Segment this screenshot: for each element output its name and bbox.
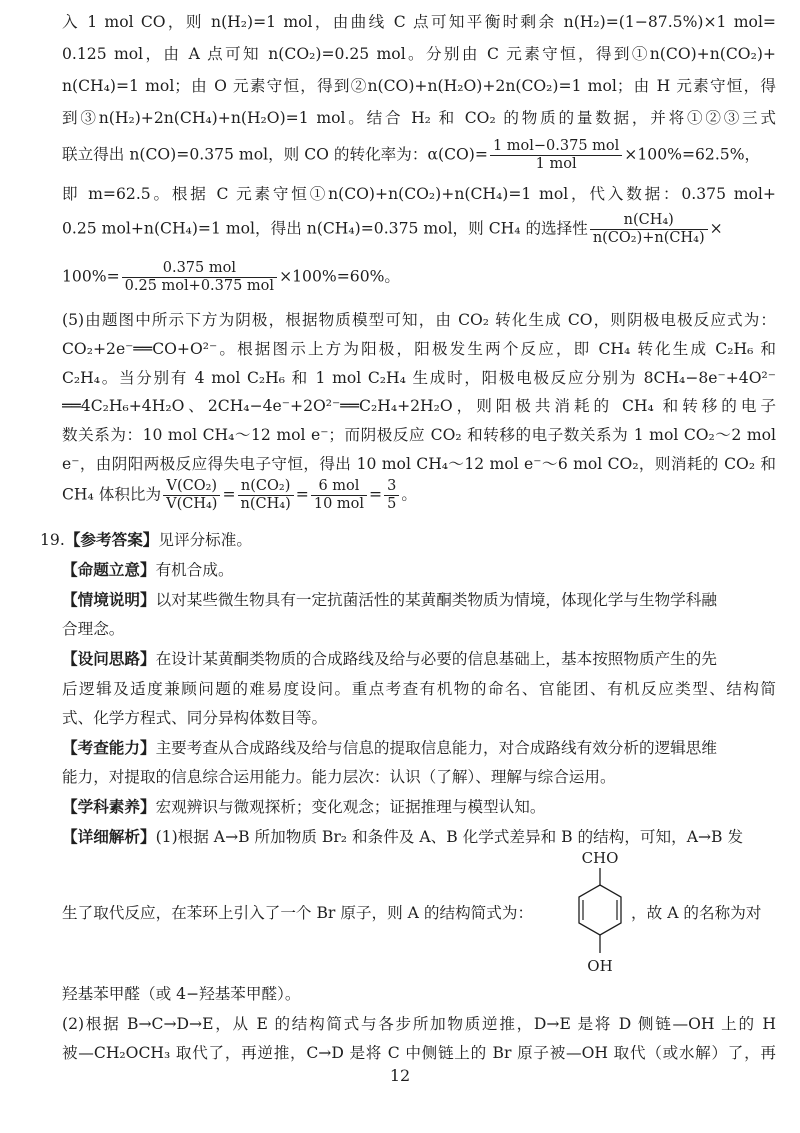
fraction-numerator: 0.375 mol <box>122 260 277 278</box>
text-line: 被—CH₂OCH₃ 取代了，再逆推，C→D 是将 C 中侧链上的 Br 原子被—OH 取代（或水解）了，再 <box>62 1044 776 1062</box>
text-line <box>62 560 776 580</box>
text-line: (5)由题图中所示下方为阴极，根据物质模型可知，由 CO₂ 转化生成 CO，则阴极电极反应式为： <box>62 311 776 329</box>
section-tag: 【情境说明】 <box>62 590 156 609</box>
text-run: 主要考查从合成路线及给与信息的提取信息能力，对合成路线有效分析的逻辑思维 <box>155 739 717 757</box>
fraction-denominator: 5 <box>387 496 397 512</box>
text-line <box>62 903 776 923</box>
text-line: 数关系为：10 mol CH₄～12 mol e⁻；而阴极反应 CO₂ 和转移的电子数关系为 1 mol CO₂～2 mol <box>62 426 776 444</box>
text-line: 0.125 mol，由 A 点可知 n(CO₂)=0.25 mol。分别由 C 元素守恒，得到①n(CO)+n(CO₂)+ <box>62 45 776 63</box>
section-tag: 【学科素养】 <box>62 797 156 816</box>
text-run: 宏观辨识与微观探析；变化观念；证据推理与模型认知。 <box>155 798 546 816</box>
text-run: 联立得出 n(CO)=0.375 mol，则 CO 的转化率为：α(CO)= <box>62 145 488 164</box>
fraction <box>490 138 622 173</box>
hydroxyl-group-label: OH <box>587 957 613 975</box>
benzene-ring <box>579 885 621 935</box>
text-line: 入 1 mol CO，则 n(H₂)=1 mol，由曲线 C 点可知平衡时剩余 n(H₂)=(1−87.5%)×1 mol= <box>62 13 776 31</box>
section-tag: 【参考答案】 <box>64 530 159 549</box>
text-line: n(CH₄)=1 mol；由 O 元素守恒，得到②n(CO)+n(H₂O)+2n(CO₂)=1 mol；由 H 元素守恒，得 <box>62 77 776 95</box>
text-run: 以对某些微生物具有一定抗菌活性的某黄酮类物质为情境，体现化学与生物学科融 <box>155 591 717 609</box>
text-line <box>62 590 776 610</box>
text-line: 到③n(H₂)+2n(CH₄)+n(H₂O)=1 mol。结合 H₂ 和 CO₂ 的物质的量数据，并将①②③三式 <box>62 109 776 127</box>
question-number: 19. <box>40 531 65 549</box>
structural-formula <box>555 845 645 977</box>
text-run: 见评分标准。 <box>158 531 252 549</box>
text-line: C₂H₄。当分别有 4 mol C₂H₆ 和 1 mol C₂H₄ 生成时，阳极电极反应分别为 8CH₄−8e⁻+4O²⁻ <box>62 369 776 387</box>
text-run: 生了取代反应，在苯环上引入了一个 Br 原子，则 A 的结构简式为： <box>62 904 534 922</box>
text-run: = <box>369 485 383 504</box>
fraction <box>384 478 399 513</box>
fraction <box>163 478 220 513</box>
fraction-denominator: n(CO₂)+n(CH₄) <box>592 230 705 246</box>
formula-line <box>62 212 776 247</box>
fraction-numerator: n(CH₄) <box>590 212 708 230</box>
text-line: 羟基苯甲醛（或 4−羟基苯甲醛）。 <box>62 985 301 1003</box>
fraction-denominator: V(CH₄) <box>166 496 218 512</box>
text-line <box>62 797 776 817</box>
fraction-denominator: n(CH₄) <box>240 496 291 512</box>
fraction-denominator: 10 mol <box>313 496 365 512</box>
text-line: 能力，对提取的信息综合运用能力。能力层次：认识（了解）、理解与综合运用。 <box>62 768 616 786</box>
text-line: 合理念。 <box>62 620 125 638</box>
fraction <box>122 260 277 295</box>
aldehyde-group-label: CHO <box>581 849 619 867</box>
fraction-numerator: n(CO₂) <box>238 478 294 496</box>
benzene-ring-structure <box>555 845 645 977</box>
text-run: ×100%=62.5%， <box>624 145 761 164</box>
text-line: ══4C₂H₆+4H₂O、2CH₄−4e⁻+2O²⁻══C₂H₄+2H₂O，则阳极共消耗的 CH₄ 和转移的电子 <box>62 397 776 415</box>
fraction-numerator: V(CO₂) <box>163 478 220 496</box>
text-run: 。 <box>401 485 417 504</box>
text-run: ×100%=60%。 <box>279 267 401 286</box>
fraction-numerator: 3 <box>384 478 399 496</box>
section-tag: 【详细解析】 <box>62 827 156 846</box>
text-line: 后逻辑及适度兼顾问题的难易度设问。重点考查有机物的命名、官能团、有机反应类型、结构简 <box>62 680 776 698</box>
text-line: 即 m=62.5。根据 C 元素守恒①n(CO)+n(CO₂)+n(CH₄)=1 mol，代入数据：0.375 mol+ <box>62 185 776 203</box>
text-line <box>62 827 776 847</box>
text-run: CH₄ 体积比为 <box>62 485 162 504</box>
section-tag: 【命题立意】 <box>62 560 156 579</box>
fraction <box>238 478 294 513</box>
text-run: (1)根据 A→B 所加物质 Br₂ 和条件及 A、B 化学式差异和 B 的结构，可知，A→B 发 <box>155 828 744 846</box>
fraction-denominator: 0.25 mol+0.375 mol <box>124 278 275 294</box>
text-run: = <box>222 485 236 504</box>
text-line <box>62 738 776 758</box>
text-run: = <box>295 485 309 504</box>
text-line: (2)根据 B→C→D→E，从 E 的结构简式与各步所加物质逆推，D→E 是将 D 侧链—OH 上的 H <box>62 1015 776 1033</box>
text-run: 在设计某黄酮类物质的合成路线及给与必要的信息基础上，基本按照物质产生的先 <box>155 650 717 668</box>
formula-line <box>62 478 776 513</box>
section-tag: 【考查能力】 <box>62 738 156 757</box>
answer-heading <box>40 530 754 550</box>
text-line: CO₂+2e⁻══CO+O²⁻。根据图示上方为阳极，阳极发生两个反应，即 CH₄ 转化生成 C₂H₆ 和 <box>62 340 776 358</box>
text-run: 0.25 mol+n(CH₄)=1 mol，得出 n(CH₄)=0.375 mol，则 CH₄ 的选择性 <box>62 219 588 238</box>
text-line: e⁻，由阴阳两极反应得失电子守恒，得出 10 mol CH₄～12 mol e⁻～6 mol CO₂，则消耗的 CO₂ 和 <box>62 455 776 473</box>
text-line: 式、化学方程式、同分异构体数目等。 <box>62 709 328 727</box>
fraction-numerator: 6 mol <box>311 478 367 496</box>
text-line <box>62 649 776 669</box>
text-run: 有机合成。 <box>155 561 234 579</box>
text-run: ，故 A 的名称为对 <box>631 904 762 922</box>
fraction <box>311 478 367 513</box>
text-run: 100%= <box>62 267 120 286</box>
fraction-numerator: 1 mol−0.375 mol <box>490 138 622 156</box>
formula-line <box>62 138 776 173</box>
page-number: 12 <box>389 1066 411 1085</box>
fraction <box>590 212 708 247</box>
section-tag: 【设问思路】 <box>62 649 156 668</box>
fraction-denominator: 1 mol <box>535 156 577 172</box>
text-run: × <box>709 219 723 238</box>
formula-line <box>62 260 776 295</box>
